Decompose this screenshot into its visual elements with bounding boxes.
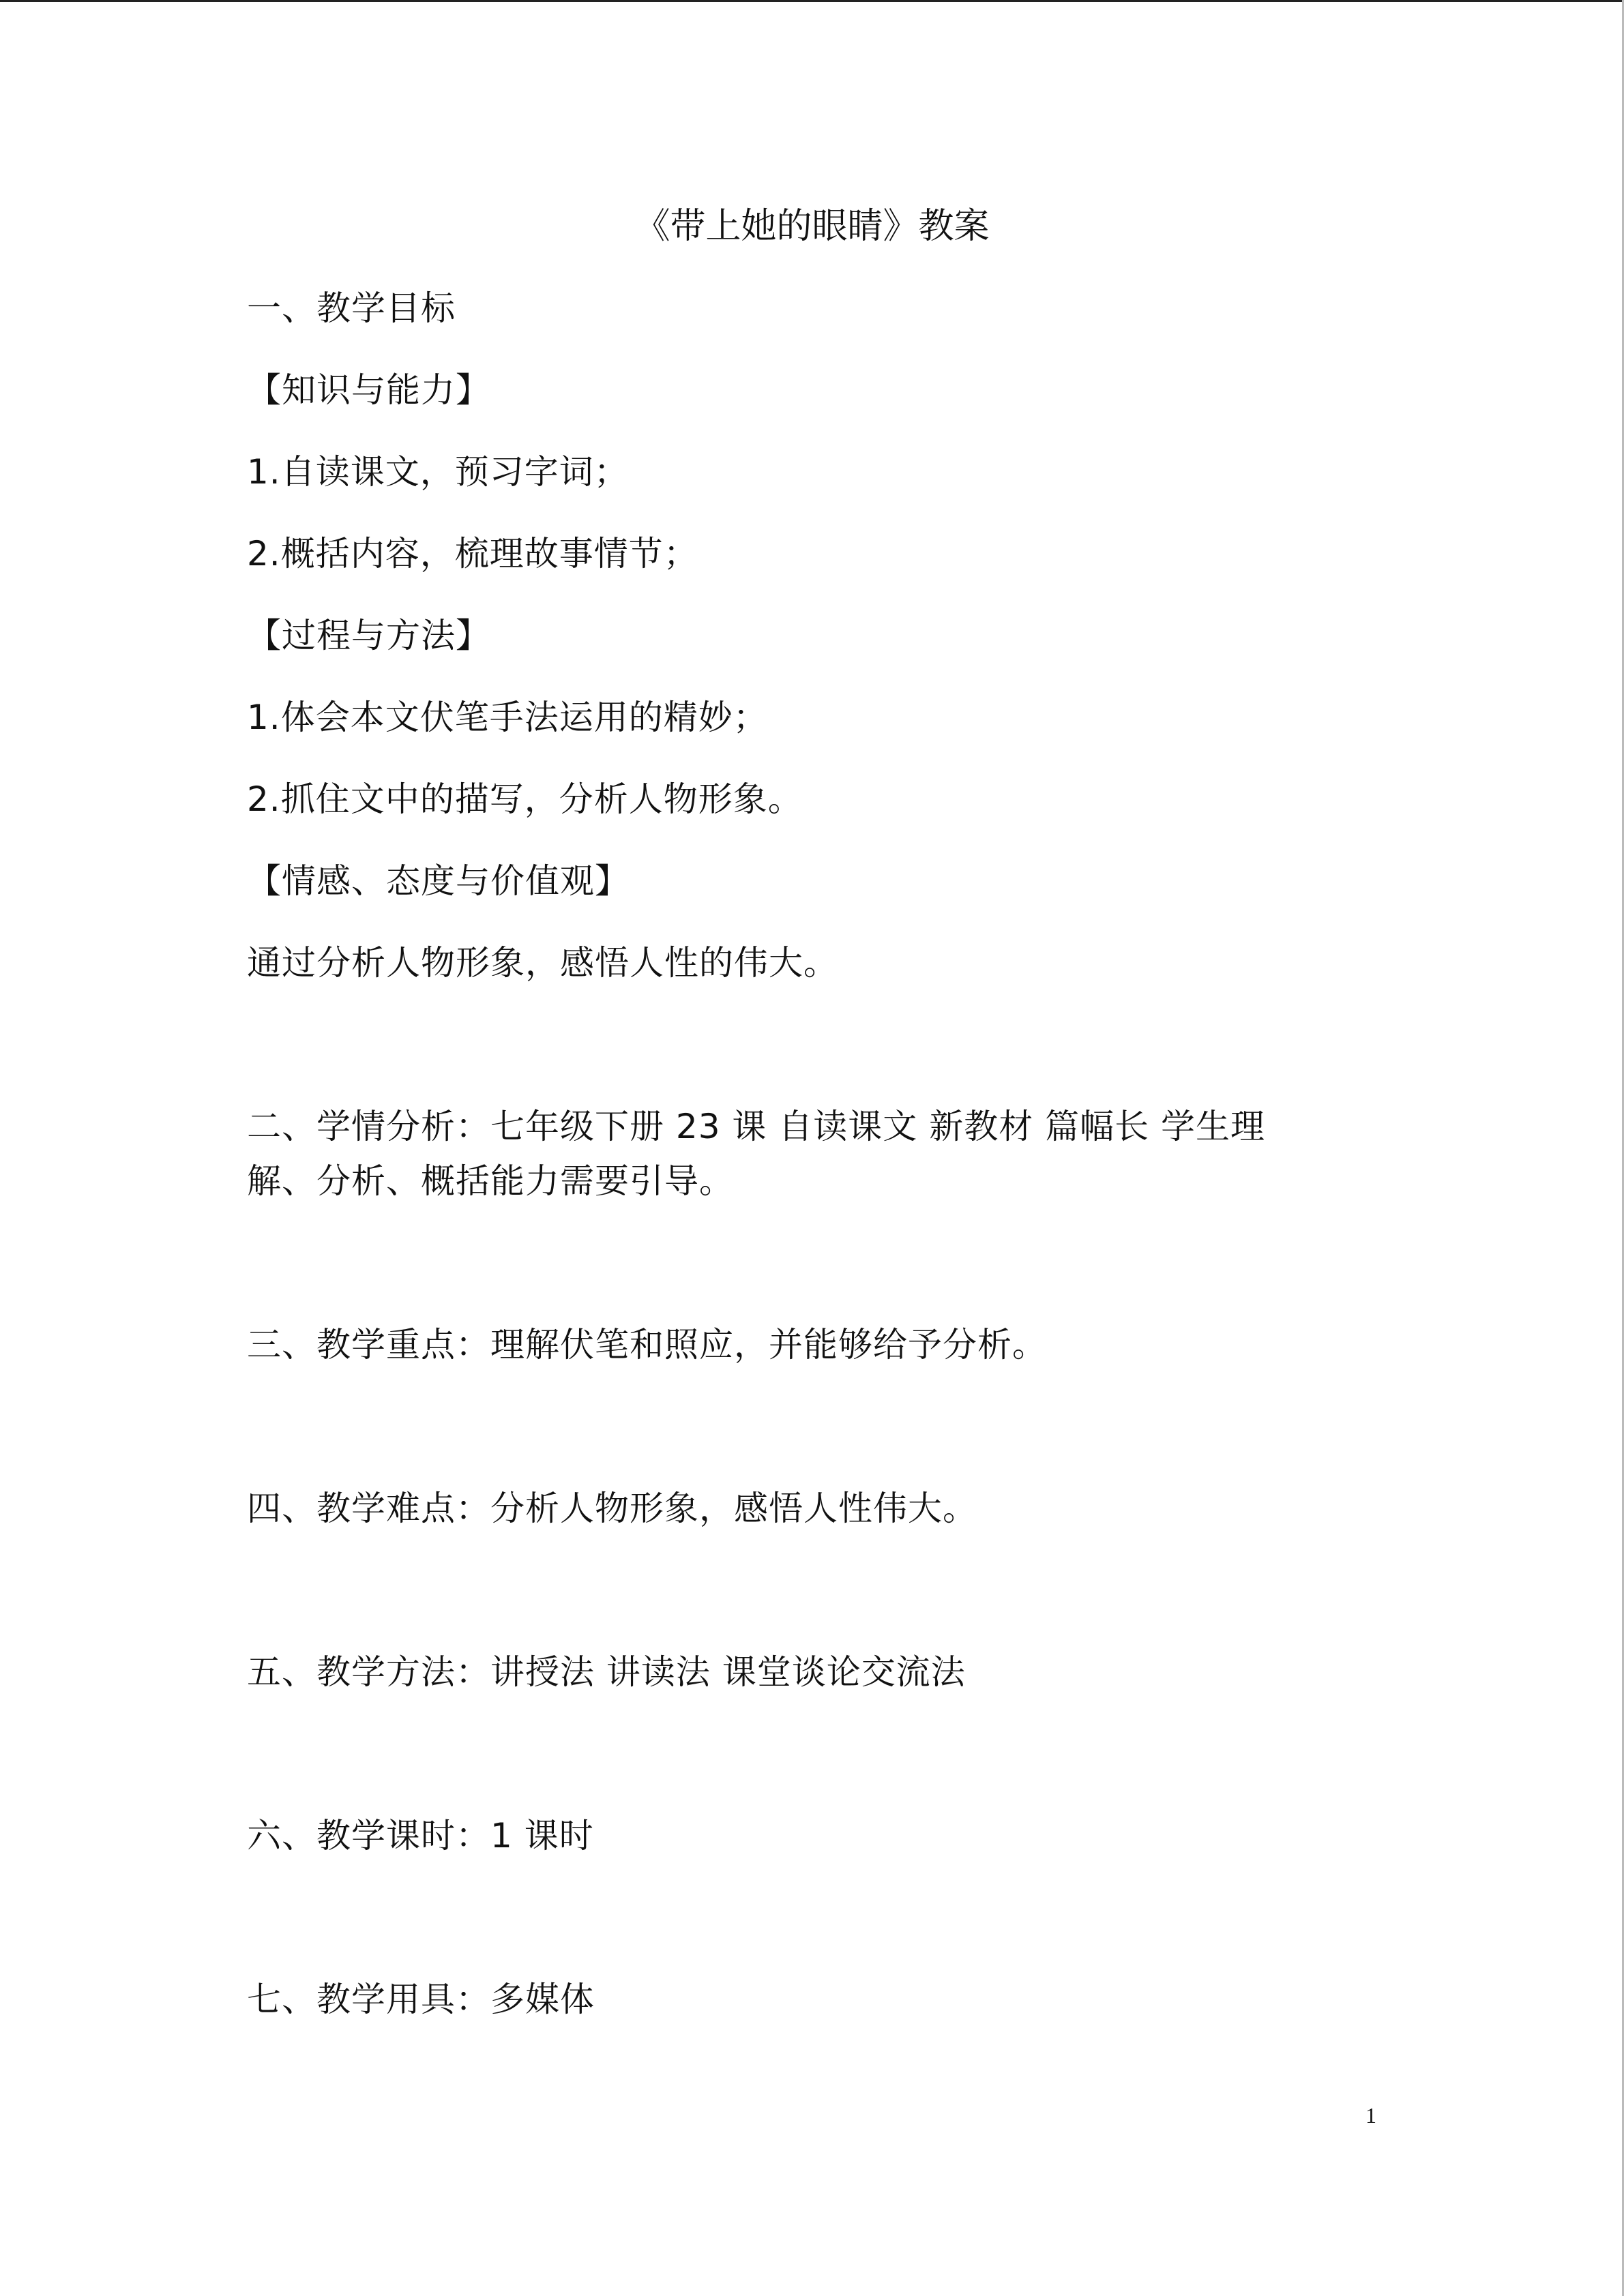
process-heading: 【过程与方法】 xyxy=(247,616,490,655)
knowledge-item-1: 1.自读课文，预习字词； xyxy=(247,452,629,492)
page-number: 1 xyxy=(1365,2103,1376,2128)
key-points: 三、教学重点：理解伏笔和照应，并能够给予分析。 xyxy=(247,1325,1047,1365)
process-item-1: 1.体会本文伏笔手法运用的精妙； xyxy=(247,698,768,737)
analysis-line-1: 二、学情分析：七年级下册 23 课 自读课文 新教材 篇幅长 学生理 xyxy=(247,1107,1265,1146)
knowledge-heading: 【知识与能力】 xyxy=(247,370,490,410)
difficulties: 四、教学难点：分析人物形象，感悟人性伟大。 xyxy=(247,1489,977,1528)
process-item-2: 2.抓住文中的描写，分析人物形象。 xyxy=(247,779,803,819)
emotion-text: 通过分析人物形象，感悟人性的伟大。 xyxy=(247,943,838,983)
teaching-methods: 五、教学方法：讲授法 讲读法 课堂谈论交流法 xyxy=(247,1652,966,1692)
analysis-line-2: 解、分析、概括能力需要引导。 xyxy=(247,1161,734,1201)
emotion-heading: 【情感、态度与价值观】 xyxy=(247,861,630,901)
teaching-tools: 七、教学用具：多媒体 xyxy=(247,1980,595,2019)
knowledge-item-2: 2.概括内容，梳理故事情节； xyxy=(247,534,698,573)
page-top-border xyxy=(0,0,1624,2)
teaching-hours: 六、教学课时：1 课时 xyxy=(247,1816,594,1855)
objectives-heading: 一、教学目标 xyxy=(247,288,456,328)
document-title: 《带上她的眼睛》教案 xyxy=(634,206,990,247)
